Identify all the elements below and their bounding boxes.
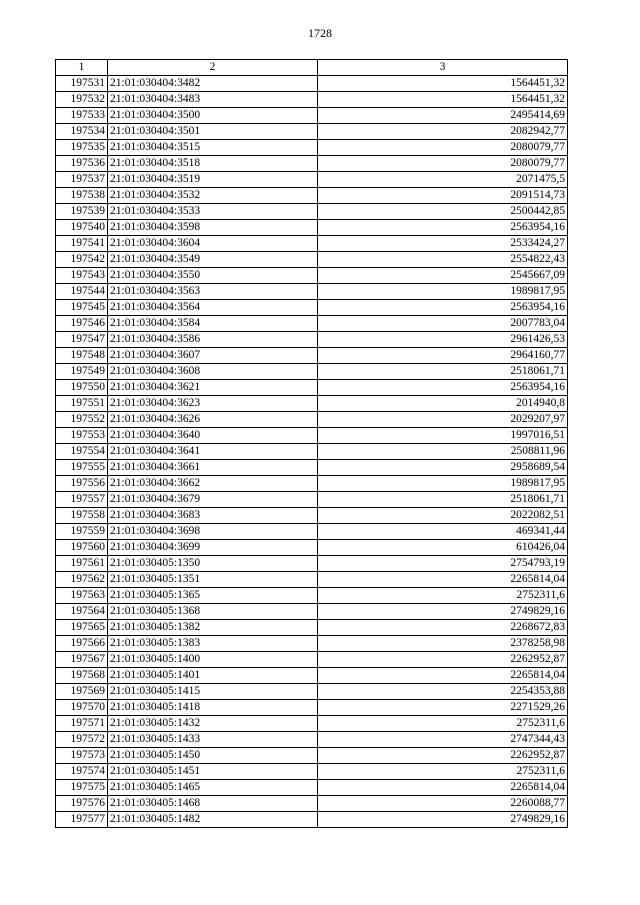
- row-number-cell: 197542: [56, 252, 108, 268]
- column-header-2: 2: [108, 60, 318, 76]
- cadastral-number-cell: 21:01:030405:1450: [108, 748, 318, 764]
- row-number-cell: 197562: [56, 572, 108, 588]
- table-row: [56, 444, 568, 460]
- table-row: [56, 540, 568, 556]
- cadastral-value-cell: 2071475,5: [318, 172, 568, 188]
- cadastral-number-cell: 21:01:030404:3621: [108, 380, 318, 396]
- cadastral-value-cell: 2752311,6: [318, 716, 568, 732]
- row-number-cell: 197539: [56, 204, 108, 220]
- cadastral-value-cell: 2563954,16: [318, 300, 568, 316]
- cadastral-number-cell: 21:01:030404:3501: [108, 124, 318, 140]
- cadastral-number-cell: 21:01:030404:3661: [108, 460, 318, 476]
- cadastral-value-cell: 2961426,53: [318, 332, 568, 348]
- table-row: [56, 140, 568, 156]
- row-number-cell: 197552: [56, 412, 108, 428]
- cadastral-number-cell: 21:01:030404:3483: [108, 92, 318, 108]
- cadastral-value-cell: 2749829,16: [318, 812, 568, 828]
- row-number-cell: 197559: [56, 524, 108, 540]
- cadastral-number-cell: 21:01:030404:3584: [108, 316, 318, 332]
- cadastral-number-cell: 21:01:030405:1465: [108, 780, 318, 796]
- cadastral-number-cell: 21:01:030405:1418: [108, 700, 318, 716]
- cadastral-value-cell: 2754793,19: [318, 556, 568, 572]
- row-number-cell: 197575: [56, 780, 108, 796]
- row-number-cell: 197535: [56, 140, 108, 156]
- row-number-cell: 197531: [56, 76, 108, 92]
- cadastral-value-cell: 2747344,43: [318, 732, 568, 748]
- table-row: [56, 476, 568, 492]
- cadastral-number-cell: 21:01:030404:3518: [108, 156, 318, 172]
- page-number: 1728: [308, 26, 332, 40]
- cadastral-number-cell: 21:01:030405:1482: [108, 812, 318, 828]
- cadastral-value-cell: 1989817,95: [318, 284, 568, 300]
- cadastral-value-cell: 2080079,77: [318, 140, 568, 156]
- cadastral-number-cell: 21:01:030404:3608: [108, 364, 318, 380]
- row-number-cell: 197567: [56, 652, 108, 668]
- cadastral-value-cell: 610426,04: [318, 540, 568, 556]
- cadastral-value-cell: 2022082,51: [318, 508, 568, 524]
- cadastral-value-cell: 2752311,6: [318, 764, 568, 780]
- cadastral-number-cell: 21:01:030404:3500: [108, 108, 318, 124]
- row-number-cell: 197537: [56, 172, 108, 188]
- cadastral-value-cell: 2007783,04: [318, 316, 568, 332]
- cadastral-number-cell: 21:01:030405:1400: [108, 652, 318, 668]
- row-number-cell: 197545: [56, 300, 108, 316]
- row-number-cell: 197561: [56, 556, 108, 572]
- table-row: [56, 172, 568, 188]
- table-row: [56, 780, 568, 796]
- row-number-cell: 197569: [56, 684, 108, 700]
- cadastral-value-cell: 469341,44: [318, 524, 568, 540]
- row-number-cell: 197573: [56, 748, 108, 764]
- table-row: [56, 380, 568, 396]
- table-row: [56, 188, 568, 204]
- cadastral-number-cell: 21:01:030405:1451: [108, 764, 318, 780]
- table-row: [56, 508, 568, 524]
- row-number-cell: 197549: [56, 364, 108, 380]
- row-number-cell: 197563: [56, 588, 108, 604]
- cadastral-value-cell: 2265814,04: [318, 668, 568, 684]
- cadastral-number-cell: 21:01:030404:3623: [108, 396, 318, 412]
- cadastral-value-cell: 2749829,16: [318, 604, 568, 620]
- cadastral-number-cell: 21:01:030404:3564: [108, 300, 318, 316]
- cadastral-number-cell: 21:01:030404:3515: [108, 140, 318, 156]
- row-number-cell: 197577: [56, 812, 108, 828]
- table-row: [56, 428, 568, 444]
- table-row: [56, 92, 568, 108]
- row-number-cell: 197543: [56, 268, 108, 284]
- cadastral-number-cell: 21:01:030404:3586: [108, 332, 318, 348]
- table-row: [56, 396, 568, 412]
- cadastral-value-cell: 2268672,83: [318, 620, 568, 636]
- row-number-cell: 197538: [56, 188, 108, 204]
- cadastral-value-cell: 2080079,77: [318, 156, 568, 172]
- table-row: [56, 300, 568, 316]
- cadastral-value-cell: 2254353,88: [318, 684, 568, 700]
- row-number-cell: 197532: [56, 92, 108, 108]
- cadastral-value-cell: 2533424,27: [318, 236, 568, 252]
- cadastral-value-cell: 2260088,77: [318, 796, 568, 812]
- cadastral-number-cell: 21:01:030404:3698: [108, 524, 318, 540]
- row-number-cell: 197572: [56, 732, 108, 748]
- row-number-cell: 197560: [56, 540, 108, 556]
- cadastral-number-cell: 21:01:030404:3482: [108, 76, 318, 92]
- cadastral-number-cell: 21:01:030405:1365: [108, 588, 318, 604]
- table-row: [56, 796, 568, 812]
- cadastral-number-cell: 21:01:030405:1433: [108, 732, 318, 748]
- cadastral-number-cell: 21:01:030404:3550: [108, 268, 318, 284]
- cadastral-value-cell: 2752311,6: [318, 588, 568, 604]
- cadastral-number-cell: 21:01:030404:3563: [108, 284, 318, 300]
- row-number-cell: 197555: [56, 460, 108, 476]
- cadastral-value-cell: 2014940,8: [318, 396, 568, 412]
- table-row: [56, 652, 568, 668]
- table-row: [56, 700, 568, 716]
- cadastral-value-cell: 2265814,04: [318, 572, 568, 588]
- table-row: [56, 636, 568, 652]
- cadastral-number-cell: 21:01:030405:1383: [108, 636, 318, 652]
- row-number-cell: 197576: [56, 796, 108, 812]
- cadastral-value-cell: 2545667,09: [318, 268, 568, 284]
- table-row: [56, 156, 568, 172]
- row-number-cell: 197533: [56, 108, 108, 124]
- table-body: [56, 76, 568, 828]
- cadastral-value-cell: 1997016,51: [318, 428, 568, 444]
- column-header-3: 3: [318, 60, 568, 76]
- table-row: [56, 252, 568, 268]
- cadastral-value-cell: 1564451,32: [318, 76, 568, 92]
- row-number-cell: 197570: [56, 700, 108, 716]
- cadastral-value-cell: 2563954,16: [318, 220, 568, 236]
- cadastral-number-cell: 21:01:030404:3699: [108, 540, 318, 556]
- cadastral-value-cell: 2262952,87: [318, 748, 568, 764]
- cadastral-number-cell: 21:01:030405:1382: [108, 620, 318, 636]
- cadastral-value-cell: 1564451,32: [318, 92, 568, 108]
- cadastral-number-cell: 21:01:030404:3519: [108, 172, 318, 188]
- table-row: [56, 460, 568, 476]
- row-number-cell: 197557: [56, 492, 108, 508]
- cadastral-number-cell: 21:01:030404:3641: [108, 444, 318, 460]
- table-row: [56, 284, 568, 300]
- cadastral-value-cell: 2518061,71: [318, 492, 568, 508]
- table-row: [56, 316, 568, 332]
- cadastral-value-cell: 2500442,85: [318, 204, 568, 220]
- table-row: [56, 204, 568, 220]
- table-row: [56, 572, 568, 588]
- row-number-cell: 197546: [56, 316, 108, 332]
- table-row: [56, 412, 568, 428]
- cadastral-value-cell: 2958689,54: [318, 460, 568, 476]
- cadastral-number-cell: 21:01:030405:1415: [108, 684, 318, 700]
- table-row: [56, 268, 568, 284]
- cadastral-number-cell: 21:01:030404:3679: [108, 492, 318, 508]
- row-number-cell: 197556: [56, 476, 108, 492]
- table-row: [56, 348, 568, 364]
- table-row: [56, 732, 568, 748]
- row-number-cell: 197551: [56, 396, 108, 412]
- cadastral-value-cell: 2508811,96: [318, 444, 568, 460]
- row-number-cell: 197571: [56, 716, 108, 732]
- row-number-cell: 197553: [56, 428, 108, 444]
- table-header-row: [56, 60, 568, 76]
- row-number-cell: 197568: [56, 668, 108, 684]
- table-row: [56, 812, 568, 828]
- row-number-cell: 197566: [56, 636, 108, 652]
- cadastral-number-cell: 21:01:030404:3549: [108, 252, 318, 268]
- row-number-cell: 197574: [56, 764, 108, 780]
- cadastral-value-table: [55, 59, 568, 828]
- table-row: [56, 524, 568, 540]
- cadastral-number-cell: 21:01:030404:3532: [108, 188, 318, 204]
- cadastral-number-cell: 21:01:030404:3607: [108, 348, 318, 364]
- cadastral-number-cell: 21:01:030405:1401: [108, 668, 318, 684]
- cadastral-value-cell: 2262952,87: [318, 652, 568, 668]
- table-row: [56, 556, 568, 572]
- row-number-cell: 197550: [56, 380, 108, 396]
- row-number-cell: 197548: [56, 348, 108, 364]
- table-row: [56, 332, 568, 348]
- cadastral-number-cell: 21:01:030404:3683: [108, 508, 318, 524]
- cadastral-value-cell: 2964160,77: [318, 348, 568, 364]
- table-row: [56, 716, 568, 732]
- table-row: [56, 604, 568, 620]
- cadastral-number-cell: 21:01:030405:1468: [108, 796, 318, 812]
- cadastral-number-cell: 21:01:030404:3626: [108, 412, 318, 428]
- table-row: [56, 108, 568, 124]
- cadastral-number-cell: 21:01:030405:1351: [108, 572, 318, 588]
- table-row: [56, 124, 568, 140]
- cadastral-value-cell: 2518061,71: [318, 364, 568, 380]
- cadastral-value-cell: 2554822,43: [318, 252, 568, 268]
- cadastral-value-cell: 1989817,95: [318, 476, 568, 492]
- table-row: [56, 684, 568, 700]
- cadastral-number-cell: 21:01:030404:3640: [108, 428, 318, 444]
- cadastral-value-cell: 2091514,73: [318, 188, 568, 204]
- row-number-cell: 197547: [56, 332, 108, 348]
- row-number-cell: 197534: [56, 124, 108, 140]
- row-number-cell: 197565: [56, 620, 108, 636]
- table-row: [56, 748, 568, 764]
- cadastral-value-cell: 2378258,98: [318, 636, 568, 652]
- row-number-cell: 197544: [56, 284, 108, 300]
- cadastral-value-cell: 2495414,69: [318, 108, 568, 124]
- row-number-cell: 197554: [56, 444, 108, 460]
- row-number-cell: 197536: [56, 156, 108, 172]
- table-row: [56, 364, 568, 380]
- cadastral-number-cell: 21:01:030404:3598: [108, 220, 318, 236]
- cadastral-number-cell: 21:01:030404:3533: [108, 204, 318, 220]
- cadastral-number-cell: 21:01:030404:3662: [108, 476, 318, 492]
- row-number-cell: 197558: [56, 508, 108, 524]
- column-header-1: 1: [56, 60, 108, 76]
- table-row: [56, 236, 568, 252]
- table-row: [56, 220, 568, 236]
- cadastral-value-cell: 2265814,04: [318, 780, 568, 796]
- table-row: [56, 492, 568, 508]
- cadastral-number-cell: 21:01:030405:1368: [108, 604, 318, 620]
- cadastral-value-cell: 2082942,77: [318, 124, 568, 140]
- table-row: [56, 668, 568, 684]
- table-row: [56, 76, 568, 92]
- row-number-cell: 197541: [56, 236, 108, 252]
- table-row: [56, 764, 568, 780]
- table-row: [56, 588, 568, 604]
- cadastral-number-cell: 21:01:030405:1350: [108, 556, 318, 572]
- cadastral-value-cell: 2271529,26: [318, 700, 568, 716]
- cadastral-number-cell: 21:01:030405:1432: [108, 716, 318, 732]
- cadastral-value-cell: 2029207,97: [318, 412, 568, 428]
- cadastral-value-cell: 2563954,16: [318, 380, 568, 396]
- cadastral-number-cell: 21:01:030404:3604: [108, 236, 318, 252]
- row-number-cell: 197540: [56, 220, 108, 236]
- row-number-cell: 197564: [56, 604, 108, 620]
- table-row: [56, 620, 568, 636]
